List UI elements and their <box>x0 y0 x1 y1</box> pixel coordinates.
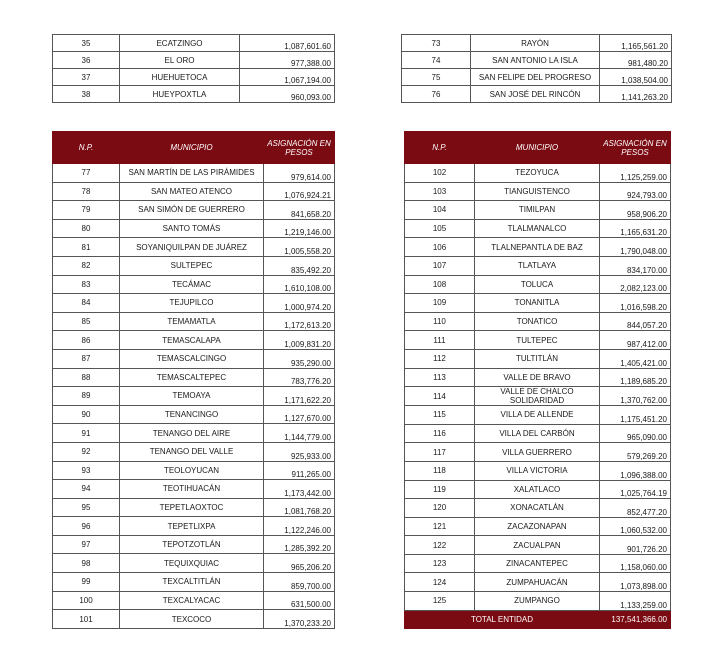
amount-cell: 981,480.20 <box>600 52 672 69</box>
municipio-cell: TONATICO <box>475 312 600 331</box>
np-cell: 76 <box>402 86 471 103</box>
table-row <box>53 164 335 183</box>
amount-cell: 1,790,048.00 <box>600 238 671 257</box>
amount-cell: 1,144,779.00 <box>264 424 335 443</box>
np-cell: 118 <box>405 461 475 480</box>
table-row <box>405 387 671 406</box>
municipio-cell: SOYANIQUILPAN DE JUÁREZ <box>120 238 264 257</box>
table-row <box>53 86 335 103</box>
amount-cell: 1,009,831.20 <box>264 331 335 350</box>
table-row <box>53 256 335 275</box>
np-cell: 94 <box>53 480 120 499</box>
np-cell: 121 <box>405 517 475 536</box>
amount-cell: 1,165,631.20 <box>600 219 671 238</box>
amount-cell: 1,171,622.20 <box>264 387 335 406</box>
amount-cell: 1,005,558.20 <box>264 238 335 257</box>
np-cell: 119 <box>405 480 475 499</box>
table-row <box>405 443 671 462</box>
amount-cell: 783,776.20 <box>264 368 335 387</box>
table-row <box>405 517 671 536</box>
np-cell: 36 <box>53 52 120 69</box>
np-cell: 107 <box>405 256 475 275</box>
np-cell: 75 <box>402 69 471 86</box>
amount-cell: 1,016,598.20 <box>600 294 671 313</box>
amount-cell: 841,658.20 <box>264 201 335 220</box>
municipio-cell: TEMASCALCINGO <box>120 349 264 368</box>
table-row <box>405 480 671 499</box>
municipio-cell: SULTEPEC <box>120 256 264 275</box>
amount-cell: 1,087,601.60 <box>240 35 335 52</box>
municipio-cell: TEOTIHUACÁN <box>120 480 264 499</box>
table-row <box>402 52 672 69</box>
amount-cell: 1,076,924.21 <box>264 182 335 201</box>
municipio-cell: TEXCOCO <box>120 610 264 629</box>
municipio-cell: TIMILPAN <box>475 201 600 220</box>
municipio-cell: TEPOTZOTLÁN <box>120 535 264 554</box>
amount-cell: 1,175,451.20 <box>600 406 671 425</box>
header-row <box>405 132 671 164</box>
np-cell: 77 <box>53 164 120 183</box>
amount-cell: 852,477.20 <box>600 499 671 518</box>
municipio-cell: VALLE DE CHALCO SOLIDARIDAD <box>475 387 600 406</box>
municipio-cell: RAYÓN <box>471 35 600 52</box>
municipio-cell: SANTO TOMÁS <box>120 219 264 238</box>
table-row <box>405 275 671 294</box>
amount-cell: 859,700.00 <box>264 573 335 592</box>
header-row <box>53 132 335 164</box>
header-asignacion: ASIGNACIÓN EN PESOS <box>600 132 671 164</box>
municipio-cell: TEMOAYA <box>120 387 264 406</box>
table-row <box>53 349 335 368</box>
table-row <box>53 405 335 424</box>
np-cell: 123 <box>405 554 475 573</box>
municipio-cell: SAN JOSÉ DEL RINCÓN <box>471 86 600 103</box>
municipio-cell: VILLA DEL CARBÓN <box>475 424 600 443</box>
municipio-cell: TECÁMAC <box>120 275 264 294</box>
np-cell: 83 <box>53 275 120 294</box>
amount-cell: 960,093.00 <box>240 86 335 103</box>
total-amount: 137,541,366.00 <box>600 610 671 629</box>
municipio-cell: TEPETLAOXTOC <box>120 498 264 517</box>
np-cell: 102 <box>405 164 475 183</box>
amount-cell: 1,172,613.20 <box>264 312 335 331</box>
amount-cell: 1,165,561.20 <box>600 35 672 52</box>
np-cell: 93 <box>53 461 120 480</box>
np-cell: 99 <box>53 573 120 592</box>
table-row <box>402 86 672 103</box>
np-cell: 104 <box>405 201 475 220</box>
np-cell: 100 <box>53 591 120 610</box>
table-row <box>405 461 671 480</box>
municipio-cell: VILLA VICTORIA <box>475 461 600 480</box>
municipio-cell: SAN ANTONIO LA ISLA <box>471 52 600 69</box>
municipio-cell: TIANGUISTENCO <box>475 182 600 201</box>
header-municipio: MUNICIPIO <box>475 132 600 164</box>
header-municipio: MUNICIPIO <box>120 132 264 164</box>
municipio-cell: SAN MARTÍN DE LAS PIRÁMIDES <box>120 164 264 183</box>
municipio-cell: TLALNEPANTLA DE BAZ <box>475 238 600 257</box>
municipio-cell: TENANCINGO <box>120 405 264 424</box>
municipio-cell: SAN MATEO ATENCO <box>120 182 264 201</box>
amount-cell: 911,265.00 <box>264 461 335 480</box>
table-row <box>405 294 671 313</box>
amount-cell: 1,025,764.19 <box>600 480 671 499</box>
amount-cell: 1,127,670.00 <box>264 405 335 424</box>
np-cell: 105 <box>405 219 475 238</box>
table-row <box>53 201 335 220</box>
amount-cell: 1,000,974.20 <box>264 294 335 313</box>
np-cell: 124 <box>405 573 475 592</box>
amount-cell: 1,285,392.20 <box>264 535 335 554</box>
amount-cell: 834,170.00 <box>600 256 671 275</box>
amount-cell: 965,206.20 <box>264 554 335 573</box>
np-cell: 89 <box>53 387 120 406</box>
municipio-cell: TONANITLA <box>475 294 600 313</box>
np-cell: 95 <box>53 498 120 517</box>
np-cell: 98 <box>53 554 120 573</box>
np-cell: 103 <box>405 182 475 201</box>
table-row <box>53 294 335 313</box>
table-row <box>53 461 335 480</box>
table-row <box>53 498 335 517</box>
np-cell: 109 <box>405 294 475 313</box>
table-row <box>53 35 335 52</box>
municipio-cell: TLALMANALCO <box>475 219 600 238</box>
np-cell: 88 <box>53 368 120 387</box>
amount-cell: 958,906.20 <box>600 201 671 220</box>
np-cell: 80 <box>53 219 120 238</box>
np-cell: 96 <box>53 517 120 536</box>
amount-cell: 1,060,532.00 <box>600 517 671 536</box>
municipio-cell: TENANGO DEL VALLE <box>120 442 264 461</box>
amount-cell: 835,492.20 <box>264 256 335 275</box>
table-row <box>53 331 335 350</box>
table-row <box>405 182 671 201</box>
table-row <box>405 219 671 238</box>
table-row <box>53 591 335 610</box>
amount-cell: 1,067,194.00 <box>240 69 335 86</box>
municipio-cell: VALLE DE BRAVO <box>475 368 600 387</box>
municipio-cell: ZACUALPAN <box>475 536 600 555</box>
header-asignacion: ASIGNACIÓN EN PESOS <box>264 132 335 164</box>
municipio-cell: TEMAMATLA <box>120 312 264 331</box>
amount-cell: 987,412.00 <box>600 331 671 350</box>
municipio-cell: SAN FELIPE DEL PROGRESO <box>471 69 600 86</box>
table-row <box>405 331 671 350</box>
table-row <box>53 610 335 629</box>
np-cell: 120 <box>405 499 475 518</box>
table-row <box>405 536 671 555</box>
amount-cell: 1,370,233.20 <box>264 610 335 629</box>
table-row <box>53 368 335 387</box>
np-cell: 110 <box>405 312 475 331</box>
amount-cell: 579,269.20 <box>600 443 671 462</box>
table-row <box>53 238 335 257</box>
amount-cell: 1,158,060.00 <box>600 554 671 573</box>
table-row <box>53 219 335 238</box>
municipio-cell: XONACATLÁN <box>475 499 600 518</box>
amount-cell: 631,500.00 <box>264 591 335 610</box>
amount-cell: 1,189,685.20 <box>600 368 671 387</box>
np-cell: 79 <box>53 201 120 220</box>
header-np: N.P. <box>53 132 120 164</box>
municipio-cell: ZUMPAHUACÁN <box>475 573 600 592</box>
table-top-left <box>52 34 335 103</box>
amount-cell: 965,090.00 <box>600 424 671 443</box>
np-cell: 92 <box>53 442 120 461</box>
municipio-cell: ZINACANTEPEC <box>475 554 600 573</box>
table-row <box>405 554 671 573</box>
np-cell: 73 <box>402 35 471 52</box>
np-cell: 122 <box>405 536 475 555</box>
municipio-cell: TEOLOYUCAN <box>120 461 264 480</box>
table-row <box>53 387 335 406</box>
municipio-cell: TULTITLÁN <box>475 349 600 368</box>
amount-cell: 1,125,259.00 <box>600 164 671 183</box>
header-np: N.P. <box>405 132 475 164</box>
amount-cell: 935,290.00 <box>264 349 335 368</box>
amount-cell: 1,141,263.20 <box>600 86 672 103</box>
np-cell: 87 <box>53 349 120 368</box>
municipio-cell: TEMASCALTEPEC <box>120 368 264 387</box>
table-row <box>405 349 671 368</box>
np-cell: 111 <box>405 331 475 350</box>
np-cell: 106 <box>405 238 475 257</box>
np-cell: 82 <box>53 256 120 275</box>
table-row <box>405 573 671 592</box>
amount-cell: 1,096,388.00 <box>600 461 671 480</box>
np-cell: 115 <box>405 406 475 425</box>
municipio-cell: XALATLACO <box>475 480 600 499</box>
table-row <box>53 424 335 443</box>
municipio-cell: TEXCALYACAC <box>120 591 264 610</box>
amount-cell: 901,726.20 <box>600 536 671 555</box>
table-row <box>405 256 671 275</box>
table-row <box>53 573 335 592</box>
table-row <box>402 69 672 86</box>
np-cell: 112 <box>405 349 475 368</box>
municipio-cell: SAN SIMÓN DE GUERRERO <box>120 201 264 220</box>
amount-cell: 1,073,898.00 <box>600 573 671 592</box>
np-cell: 108 <box>405 275 475 294</box>
table-row <box>405 592 671 611</box>
np-cell: 90 <box>53 405 120 424</box>
amount-cell: 1,173,442.00 <box>264 480 335 499</box>
np-cell: 117 <box>405 443 475 462</box>
np-cell: 101 <box>53 610 120 629</box>
table-row <box>53 52 335 69</box>
np-cell: 81 <box>53 238 120 257</box>
amount-cell: 2,082,123.00 <box>600 275 671 294</box>
amount-cell: 977,388.00 <box>240 52 335 69</box>
table-row <box>53 554 335 573</box>
table-row <box>53 517 335 536</box>
np-cell: 91 <box>53 424 120 443</box>
table-row <box>405 201 671 220</box>
municipio-cell: ZACAZONAPAN <box>475 517 600 536</box>
table-row <box>53 69 335 86</box>
municipio-cell: ECATZINGO <box>120 35 240 52</box>
amount-cell: 1,122,246.00 <box>264 517 335 536</box>
table-row <box>405 164 671 183</box>
np-cell: 84 <box>53 294 120 313</box>
np-cell: 78 <box>53 182 120 201</box>
amount-cell: 979,614.00 <box>264 164 335 183</box>
table-row <box>405 368 671 387</box>
amount-cell: 1,370,762.00 <box>600 387 671 406</box>
municipio-cell: VILLA GUERRERO <box>475 443 600 462</box>
amount-cell: 1,405,421.00 <box>600 349 671 368</box>
table-row <box>53 442 335 461</box>
np-cell: 116 <box>405 424 475 443</box>
total-label: TOTAL ENTIDAD <box>405 610 600 629</box>
total-row <box>405 610 671 629</box>
municipio-cell: HUEHUETOCA <box>120 69 240 86</box>
municipio-cell: TEQUIXQUIAC <box>120 554 264 573</box>
np-cell: 38 <box>53 86 120 103</box>
amount-cell: 1,610,108.00 <box>264 275 335 294</box>
municipio-cell: TOLUCA <box>475 275 600 294</box>
np-cell: 74 <box>402 52 471 69</box>
np-cell: 37 <box>53 69 120 86</box>
municipio-cell: TENANGO DEL AIRE <box>120 424 264 443</box>
municipio-cell: EL ORO <box>120 52 240 69</box>
np-cell: 35 <box>53 35 120 52</box>
amount-cell: 1,081,768.20 <box>264 498 335 517</box>
table-row <box>53 312 335 331</box>
table-row <box>402 35 672 52</box>
table-row <box>53 535 335 554</box>
table-row <box>53 275 335 294</box>
municipio-cell: TEZOYUCA <box>475 164 600 183</box>
amount-cell: 925,933.00 <box>264 442 335 461</box>
table-main-right <box>404 131 671 629</box>
amount-cell: 844,057.20 <box>600 312 671 331</box>
table-main-left <box>52 131 335 629</box>
table-row <box>405 424 671 443</box>
amount-cell: 1,038,504.00 <box>600 69 672 86</box>
table-row <box>405 238 671 257</box>
amount-cell: 924,793.00 <box>600 182 671 201</box>
municipio-cell: TEXCALTITLÁN <box>120 573 264 592</box>
amount-cell: 1,219,146.00 <box>264 219 335 238</box>
municipio-cell: ZUMPANGO <box>475 592 600 611</box>
municipio-cell: HUEYPOXTLA <box>120 86 240 103</box>
table-top-right <box>401 34 672 103</box>
table-row <box>405 312 671 331</box>
table-row <box>53 182 335 201</box>
np-cell: 114 <box>405 387 475 406</box>
amount-cell: 1,133,259.00 <box>600 592 671 611</box>
np-cell: 113 <box>405 368 475 387</box>
np-cell: 86 <box>53 331 120 350</box>
np-cell: 85 <box>53 312 120 331</box>
municipio-cell: TEMASCALAPA <box>120 331 264 350</box>
municipio-cell: TEJUPILCO <box>120 294 264 313</box>
np-cell: 125 <box>405 592 475 611</box>
municipio-cell: VILLA DE ALLENDE <box>475 406 600 425</box>
table-row <box>53 480 335 499</box>
municipio-cell: TULTEPEC <box>475 331 600 350</box>
np-cell: 97 <box>53 535 120 554</box>
table-row <box>405 499 671 518</box>
municipio-cell: TEPETLIXPA <box>120 517 264 536</box>
municipio-cell: TLATLAYA <box>475 256 600 275</box>
table-row <box>405 406 671 425</box>
